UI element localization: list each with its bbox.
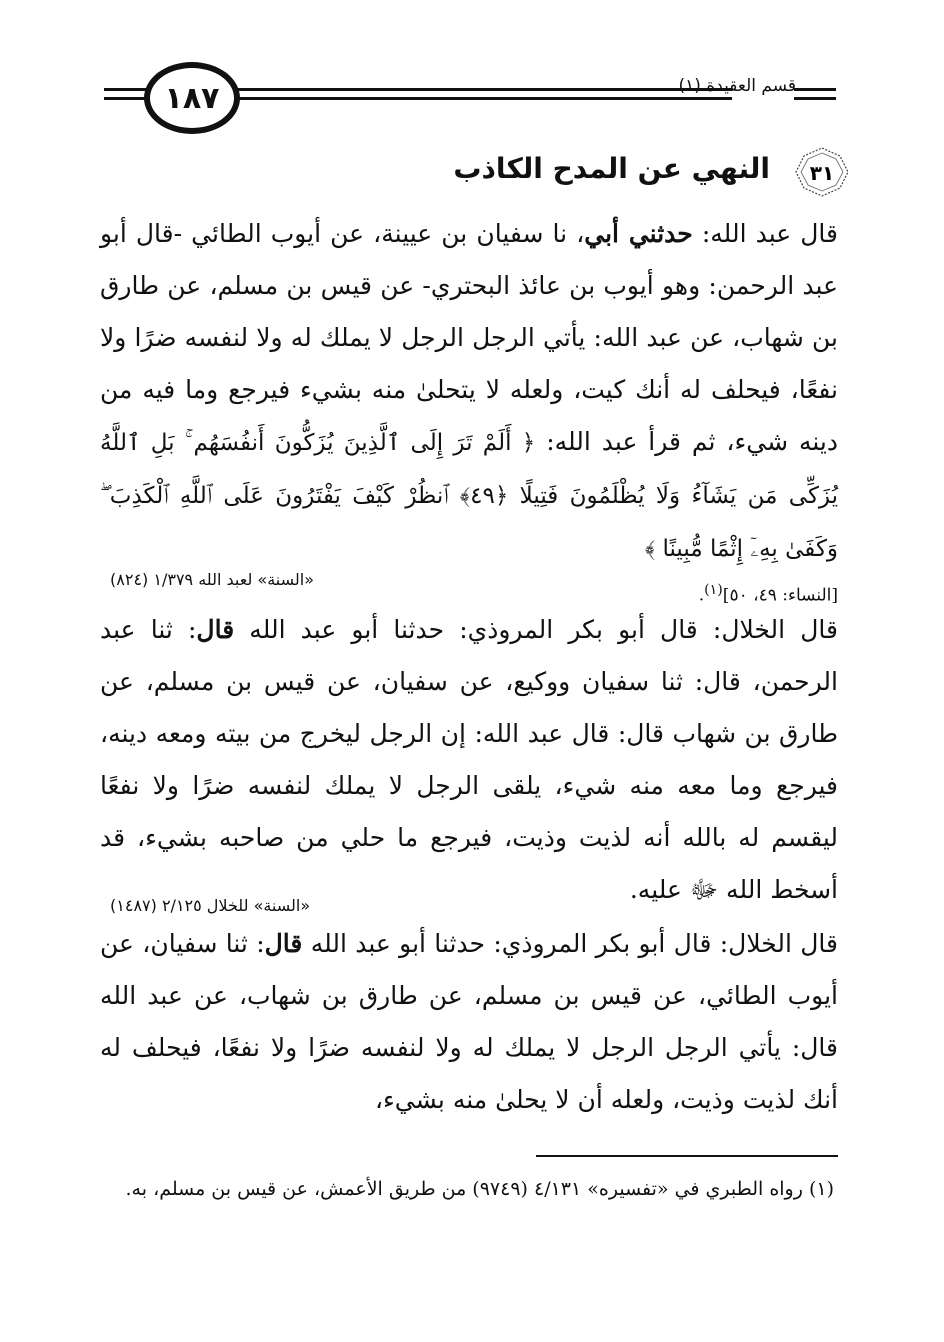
verse-reference: [النساء: ٤٩، ٥٠]$^{(١)}$. <box>698 582 838 606</box>
chapter-title: النهي عن المدح الكاذب <box>453 152 770 185</box>
narration-text: قال الخلال: قال أبو بكر المروذي: حدثنا أبو عبد الله <box>302 929 838 958</box>
page-header <box>104 62 836 134</box>
source-citation: «السنة» للخلال ٢/١٢٥ (١٤٨٧) <box>110 896 311 915</box>
narrator-bold: حدثني أبي <box>584 219 693 248</box>
chapter-heading <box>330 146 850 202</box>
chapter-number: ٣١ <box>809 161 835 185</box>
header-rule <box>794 88 836 100</box>
section-2 <box>100 604 838 916</box>
narrator-bold: قال <box>264 929 303 958</box>
narration-paragraph <box>100 208 838 575</box>
running-title: قسم العقيدة (١) <box>678 76 796 96</box>
chapter-number-badge <box>794 146 850 198</box>
narration-paragraph <box>100 604 838 916</box>
footnote-marker: (١) <box>704 582 723 598</box>
ornament-frame-icon <box>794 146 850 198</box>
footnote-divider <box>536 1155 838 1157</box>
section-1 <box>100 208 838 609</box>
header-rule <box>224 88 732 100</box>
quran-reference: [النساء: ٤٩، ٥٠] <box>722 585 838 606</box>
narration-text: قال عبد الله: <box>692 219 838 248</box>
quran-verse: ﴿ أَلَمْ تَرَ إِلَى ٱلَّذِينَ يُزَكُّونَ أَنفُسَهُم ۚ بَلِ ٱللَّهُ يُزَكِّى مَن يَشَآءُ وَلَا يُظْلَمُونَ فَتِيلًا ﴿٤٩﴾ ٱنظُرْ كَيْفَ يَفْتَرُونَ عَلَى ٱللَّهِ ٱلْكَذِبَ ۖ وَكَفَىٰ بِهِۦٓ إِثْمًا مُّبِينًا ﴾ <box>100 430 838 562</box>
narration-text: قال الخلال: قال أبو بكر المروذي: حدثنا أبو عبد الله <box>234 615 838 644</box>
footnote: (١) رواه الطبري في «تفسيره» ٤/١٣١ (٩٧٤٩) من طريق الأعمش، عن قيس بن مسلم، به. <box>125 1178 834 1200</box>
narration-text: : ثنا عبد الرحمن، قال: ثنا سفيان ووكيع، عن سفيان، عن قيس بن مسلم، عن طارق بن شهاب قال: قال عبد الله: إن الرجل ليخرج من بيته ومعه دينه، فيرجع وما معه منه شيء، يلقى الرجل لا يملك لنفسه ضرًا ولا نفعًا ليقسم له بالله أنه لذيت وذيت، فيرجع ما حلي من صاحبه بشيء، قد أسخط الله ﷻ عليه. <box>100 615 838 904</box>
narration-text: ، نا سفيان بن عيينة، عن أيوب الطائي -قال أبو عبد الرحمن: وهو أيوب بن عائذ البحتري- عن قيس بن مسلم، عن طارق بن شهاب، عن عبد الله: يأتي الرجل الرجل لا يملك له ولا لنفسه ضرًا ولا نفعًا، فيحلف له أنك كيت، ولعله لا يتحلىٰ منه بشيء فيرجع وما فيه من دينه شيء، ثم قرأ عبد الله: <box>100 219 838 456</box>
source-citation: «السنة» لعبد الله ١/٣٧٩ (٨٢٤) <box>110 570 314 589</box>
narrator-bold: قال <box>196 615 235 644</box>
section-3 <box>100 918 838 1126</box>
page-number: ١٨٧ <box>144 62 240 134</box>
narration-text: : ثنا سفيان، عن أيوب الطائي، عن قيس بن مسلم، عن طارق بن شهاب، عن عبد الله قال: يأتي الرجل الرجل لا يملك له ولا لنفسه ضرًا ولا نفعًا، فيحلف له أنك لذيت وذيت، ولعله أن لا يحلىٰ منه بشيء، <box>100 929 838 1114</box>
narration-paragraph <box>100 918 838 1126</box>
